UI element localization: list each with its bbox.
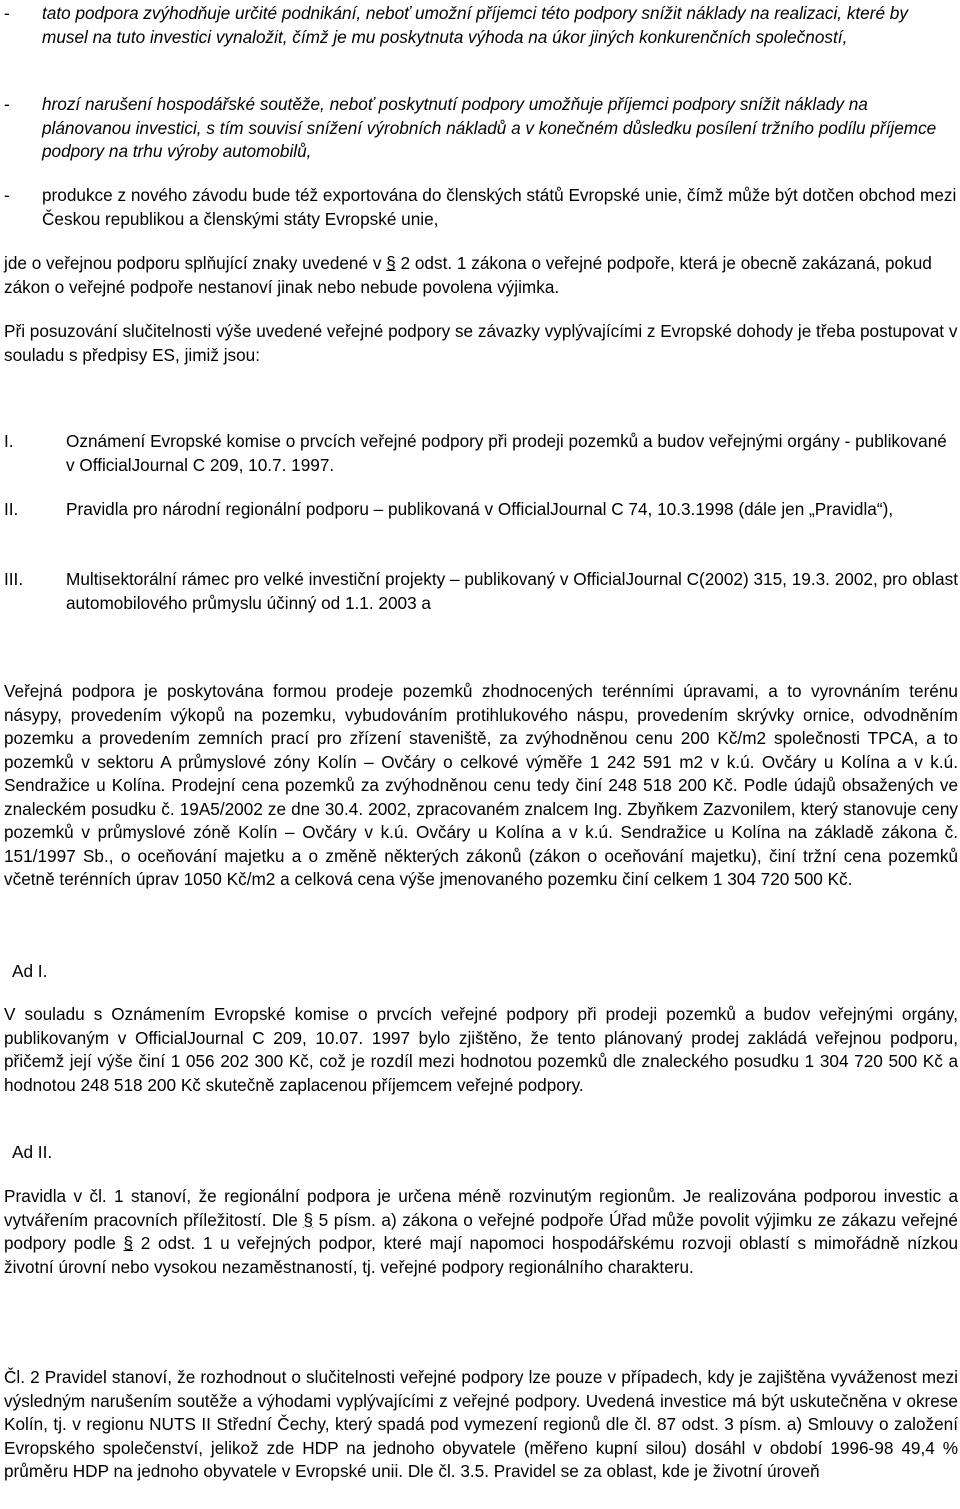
- bullet-dash: -: [4, 185, 10, 205]
- reference-text: Pravidla pro národní regionální podporu – publikovaná v OfficialJournal C 74, 10.3.1998 (dále jen „Pravidla“),: [66, 499, 894, 519]
- conclusion-text-start: jde o veřejnou podporu splňující znaky uvedené v: [4, 253, 387, 273]
- bullet-item-2: [4, 93, 958, 164]
- article-2-paragraph: Čl. 2 Pravidel stanoví, že rozhodnout o slučitelnosti veřejné podpory lze pouze v případech, kdy je zajištěna vyváženost mezi výsledným narušením soutěže a výhodami vyplývajícími z veřejné podpory. Uvedená investice má být uskutečněna v okrese Kolín, tj. v regionu NUTS II Střední Čechy, který spadá pod vymezení regionů dle čl. 87 odst. 3 písm. a) Smlouvy o založení Evropského společenství, jelikož zde HDP na jednoho obyvatele (měřeno kupní silou) dosáhl v období 1996-98 49,4 % průměru HDP na jednoho obyvatele v Evropské unii. Dle čl. 3.5. Pravidel se za oblast, kde je životní úroveň: [4, 1367, 958, 1481]
- ad-2-paragraph: [4, 1185, 958, 1279]
- reference-number: III.: [4, 569, 24, 589]
- conclusion-paragraph: [4, 252, 958, 299]
- assessment-paragraph: Při posuzování slučitelnosti výše uvedené veřejné podpory se závazky vyplývajícími z Evropské dohody je třeba postupovat v souladu s předpisy ES, jimiž jsou:: [4, 321, 958, 365]
- land-sale-paragraph: Veřejná podpora je poskytována formou prodeje pozemků zhodnocených terénními úpravami, a to vyrovnáním terénu násypy, provedením výkopů na pozemku, vybudováním protihlukového náspu, provedením skrývky ornice, odvodněním pozemku a provedením zemních prací pro zřízení staveniště, za zvýhodněnou cenu 200 Kč/m2 společnosti TPCA, a to pozemků v sektoru A průmyslové zóny Kolín – Ovčáry o celkové výměře 1 242 591 m2 v k.ú. Ovčáry u Kolína a v k.ú. Sendražice u Kolína. Prodejní cena pozemků za zvýhodněnou cenu tedy činí 248 518 200 Kč. Podle údajů obsažených ve znaleckém posudku č. 19A5/2002 ze dne 30.4. 2002, zpracovaném znalcem Ing. Zbyňkem Zazvonilem, který stanovuje ceny pozemků v průmyslové zóně Kolín – Ovčáry v k.ú. Ovčáry u Kolína a v k.ú. Sendražice u Kolína na základě zákona č. 151/1997 Sb., o oceňování majetku a o změně některých zákonů (zákon o oceňování majetku), činí tržní cena pozemků včetně terénních úprav 1050 Kč/m2 a celková cena výše jmenovaného pozemku činí celkem 1 304 720 500 Kč.: [4, 681, 958, 889]
- ad-2-text-start: Pravidla v čl. 1 stanoví, že regionální podpora je určena méně rozvinutým regionům. Je realizována podporou investic a vytvářením pracovních příležitostí. Dle: [4, 1186, 958, 1230]
- reference-text: Multisektorální rámec pro velké investiční projekty – publikovaný v OfficialJournal C(2002) 315, 19.3. 2002, pro oblast automobilového průmyslu účinný od 1.1. 2003 a: [66, 569, 958, 613]
- ad-2-text-end: 2 odst. 1 u veřejných podpor, které mají napomoci hospodářskému rozvoji oblastí s mimořádně nízkou životní úrovní nebo vysokou nezaměstnaností, tj. veřejné podpory regionálního charakteru.: [4, 1233, 958, 1277]
- reference-item-1: [4, 430, 958, 477]
- bullet-dash: -: [4, 3, 10, 23]
- bullet-item-1: [4, 2, 958, 49]
- section-link[interactable]: §: [386, 253, 396, 273]
- ad-1-paragraph: V souladu s Oznámením Evropské komise o prvcích veřejné podpory při prodeji pozemků a budov veřejnými orgány, publikovaným v OfficialJournal C 209, 10.07. 1997 bylo zjištěno, že tento plánovaný prodej zakládá veřejnou podporu, přičemž její výše činí 1 056 202 300 Kč, což je rozdíl mezi hodnotou pozemků dle znaleckého posudku 1 304 720 500 Kč a hodnotou 248 518 200 Kč skutečně zaplacenou příjemcem veřejné podpory.: [4, 1004, 958, 1095]
- bullet-text: produkce z nového závodu bude též exportována do členských států Evropské unie, čímž může být dotčen obchod mezi Českou republikou a členskými státy Evropské unie,: [42, 185, 957, 229]
- reference-number: II.: [4, 499, 19, 519]
- section-link[interactable]: §: [303, 1209, 313, 1230]
- ad-2-heading: Ad II.: [12, 1142, 53, 1162]
- bullet-item-3: [4, 184, 958, 231]
- conclusion-text-end: 2 odst. 1 zákona o veřejné podpoře, která je obecně zakázaná, pokud zákon o veřejné podpoře nestanoví jinak nebo nebude povolena výjimka.: [4, 253, 932, 297]
- reference-item-3: [4, 568, 958, 615]
- section-link[interactable]: §: [123, 1233, 134, 1253]
- bullet-text: tato podpora zvýhodňuje určité podnikání, neboť umožní příjemci této podpory snížit náklady na realizaci, které by musel na tuto investici vynaložit, čímž je mu poskytnuta výhoda na úkor jiných konkurenčních společností,: [42, 3, 908, 47]
- bullet-text: hrozí narušení hospodářské soutěže, neboť poskytnutí podpory umožňuje příjemci podpory snížit náklady na plánovanou investici, s tím souvisí snížení výrobních nákladů a v konečném důsledku posílení tržního podílu příjemce podpory na trhu výroby automobilů,: [42, 94, 937, 161]
- reference-item-2: [4, 498, 958, 522]
- reference-number: I.: [4, 431, 14, 451]
- ad-2-text-middle: 5 písm. a) zákona o veřejné podpoře Úřad může povolit výjimku ze zákazu veřejné podpory podle: [4, 1209, 958, 1253]
- ad-1-heading: Ad I.: [12, 961, 48, 981]
- bullet-dash: -: [4, 94, 10, 114]
- reference-text: Oznámení Evropské komise o prvcích veřejné podpory při prodeji pozemků a budov veřejnými orgány - publikované v OfficialJournal C 209, 10.7. 1997.: [66, 431, 947, 475]
